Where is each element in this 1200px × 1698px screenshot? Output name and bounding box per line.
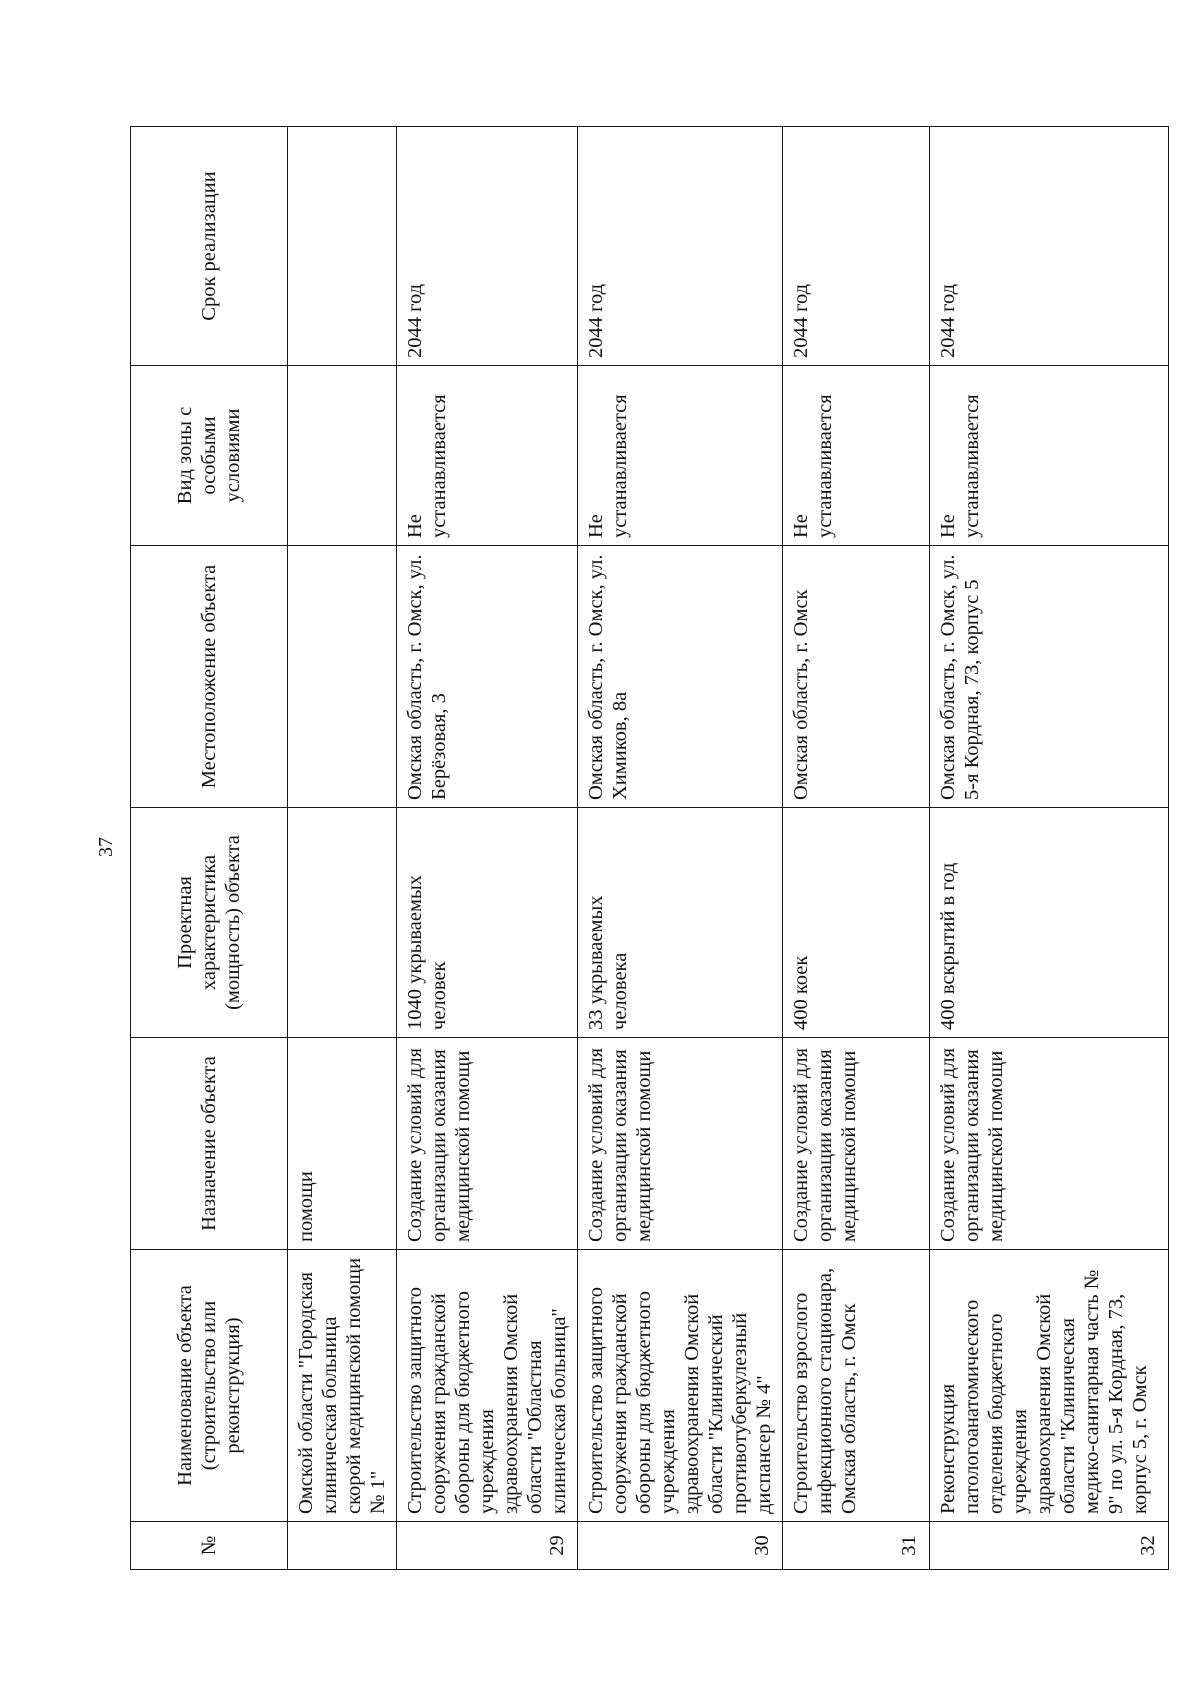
row-location: Омская область, г. Омск, ул. Берёзовая, 3: [397, 546, 578, 808]
row-characteristic: 33 укрываемых человека: [578, 808, 783, 1038]
header-num: №: [131, 1522, 288, 1570]
row-num: 31: [783, 1522, 930, 1570]
table-header-row: [131, 127, 288, 1570]
row-location: Омская область, г. Омск: [783, 546, 930, 808]
row-term: 2044 год: [578, 127, 783, 366]
table-row: [578, 127, 783, 1570]
row-num: 30: [578, 1522, 783, 1570]
row-term: [288, 127, 397, 366]
row-zone: [288, 366, 397, 546]
header-term: Срок реализации: [131, 127, 288, 366]
row-zone: Не устанавливается: [930, 366, 1169, 546]
row-purpose: помощи: [288, 1038, 397, 1250]
row-purpose: Создание условий для организации оказания медицинской помощи: [783, 1038, 930, 1250]
row-num: 29: [397, 1522, 578, 1570]
header-name: Наименование объекта (строительство или реконструкция): [131, 1250, 288, 1522]
header-zone: Вид зоны с особыми условиями: [131, 366, 288, 546]
row-characteristic: [288, 808, 397, 1038]
row-location: Омская область, г. Омск, ул. Химиков, 8а: [578, 546, 783, 808]
row-term: 2044 год: [930, 127, 1169, 366]
row-term: 2044 год: [397, 127, 578, 366]
row-term: 2044 год: [783, 127, 930, 366]
table-row: [397, 127, 578, 1570]
row-name: Строительство защитного сооружения гражданской обороны для бюджетного учреждения здравоохранения Омской области "Клинический противотуберкулезный диспансер № 4": [578, 1250, 783, 1522]
row-purpose: Создание условий для организации оказания медицинской помощи: [397, 1038, 578, 1250]
row-location: Омская область, г. Омск, ул. 5-я Кордная, 73, корпус 5: [930, 546, 1169, 808]
row-num: 32: [930, 1522, 1169, 1570]
row-name: Омской области "Городская клиническая больница скорой медицинской помощи № 1": [288, 1250, 397, 1522]
table-container: [130, 127, 1200, 1556]
table-row: [288, 127, 397, 1570]
header-characteristic: Проектная характеристика (мощность) объекта: [131, 808, 288, 1038]
row-characteristic: 1040 укрываемых человек: [397, 808, 578, 1038]
row-name: Строительство взрослого инфекционного стационара, Омская область, г. Омск: [783, 1250, 930, 1522]
row-location: [288, 546, 397, 808]
header-purpose: Назначение объекта: [131, 1038, 288, 1250]
page-number: 37: [95, 837, 117, 857]
row-purpose: Создание условий для организации оказания медицинской помощи: [930, 1038, 1169, 1250]
row-zone: Не устанавливается: [578, 366, 783, 546]
table-row: [930, 127, 1169, 1570]
row-name: Строительство защитного сооружения гражданской обороны для бюджетного учреждения здравоохранения Омской области "Областная клиническая больница": [397, 1250, 578, 1522]
row-zone: Не устанавливается: [397, 366, 578, 546]
objects-table: [130, 126, 1169, 1570]
row-zone: Не устанавливается: [783, 366, 930, 546]
row-purpose: Создание условий для организации оказания медицинской помощи: [578, 1038, 783, 1250]
table-row: [783, 127, 930, 1570]
row-num: [288, 1522, 397, 1570]
rotated-table-frame: [130, 127, 1159, 1570]
header-location: Местоположение объекта: [131, 546, 288, 808]
row-characteristic: 400 вскрытий в год: [930, 808, 1169, 1038]
row-name: Реконструкция патологоанатомического отделения бюджетного учреждения здравоохранения Омской области "Клиническая медико-санитарная часть № 9" по ул. 5-я Кордная, 73, корпус 5, г. Омск: [930, 1250, 1169, 1522]
row-characteristic: 400 коек: [783, 808, 930, 1038]
